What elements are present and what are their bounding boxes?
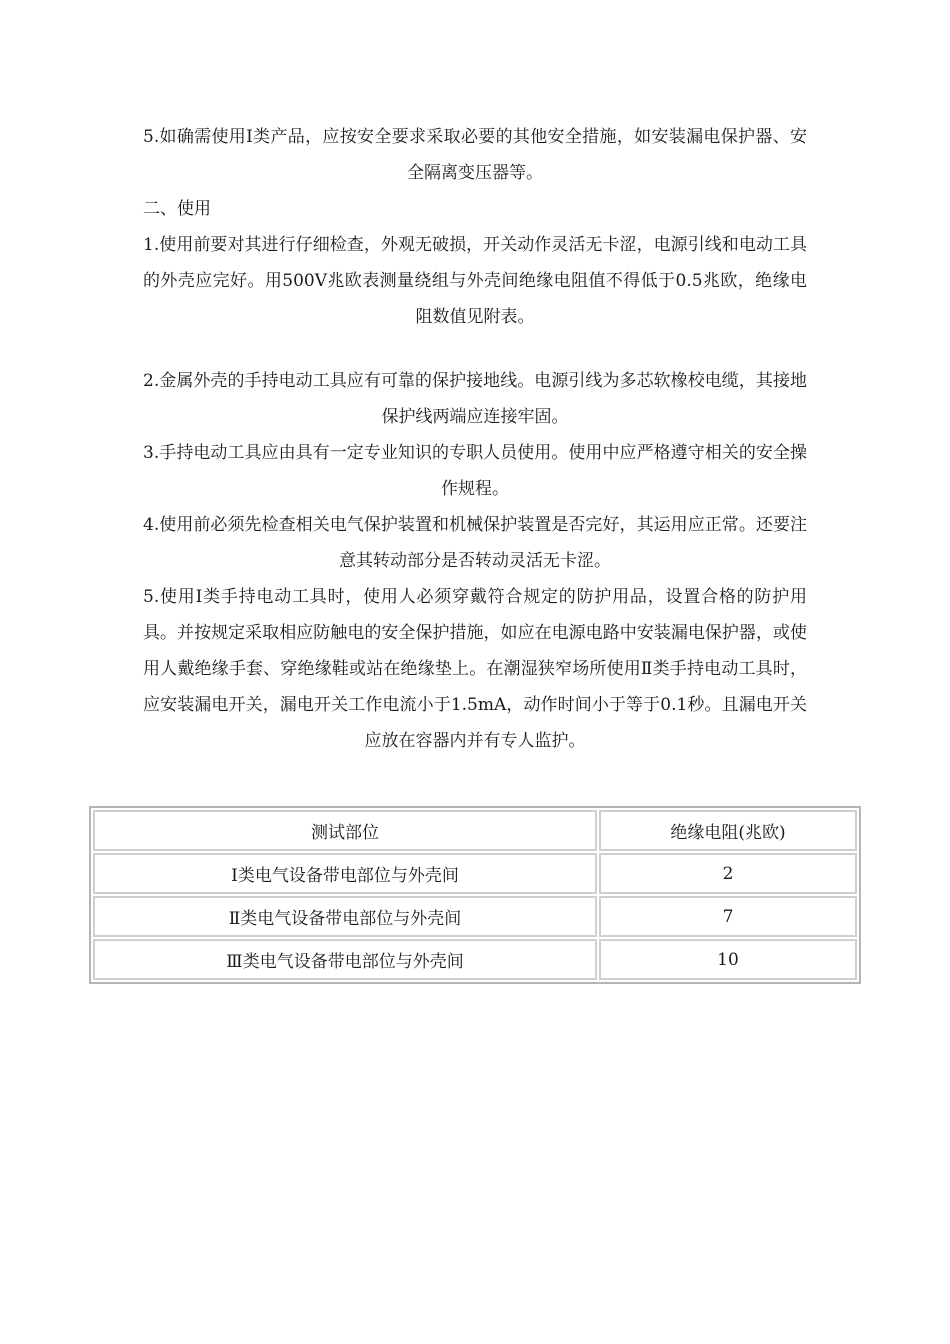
table-cell: 2: [599, 853, 857, 894]
paragraph-item-5-class1-usage: 5.使用Ⅰ类手持电动工具时，使用人必须穿戴符合规定的防护用品，设置合格的防护用具。并按规定采取相应防触电的安全保护措施，如应在电源电路中安装漏电保护器，或使用人戴绝缘手套、穿绝缘鞋或站在绝缘垫上。在潮湿狭窄场所使用Ⅱ类手持电动工具时，应安装漏电开关，漏电开关工作电流小于1.5mA，动作时间小于等于0.1秒。且漏电开关应放在容器内并有专人监护。: [143, 587, 807, 751]
table-row: [93, 853, 857, 894]
table-row: [93, 939, 857, 980]
paragraph-item-5-class1-measures: 5.如确需使用Ⅰ类产品，应按安全要求采取必要的其他安全措施，如安装漏电保护器、安全隔离变压器等。: [143, 127, 807, 183]
table-header-row: [93, 810, 857, 851]
table-cell: Ⅲ类电气设备带电部位与外壳间: [93, 939, 597, 980]
insulation-resistance-table: [89, 806, 861, 984]
table-cell: Ⅱ类电气设备带电部位与外壳间: [93, 896, 597, 937]
section-heading-usage: 二、使用: [143, 199, 211, 219]
table-cell: 7: [599, 896, 857, 937]
table-header-cell: 测试部位: [93, 810, 597, 851]
table-header-cell: 绝缘电阻(兆欧): [599, 810, 857, 851]
paragraph-item-3-operators: 3.手持电动工具应由具有一定专业知识的专职人员使用。使用中应严格遵守相关的安全操作规程。: [143, 443, 807, 499]
paragraph-item-1-inspection: 1.使用前要对其进行仔细检查，外观无破损，开关动作灵活无卡涩，电源引线和电动工具的外壳应完好。用500V兆欧表测量绕组与外壳间绝缘电阻值不得低于0.5兆欧，绝缘电阻数值见附表。: [143, 235, 807, 327]
paragraph-item-4-protection-check: 4.使用前必须先检查相关电气保护装置和机械保护装置是否完好，其运用应正常。还要注意其转动部分是否转动灵活无卡涩。: [143, 515, 807, 571]
table-row: [93, 896, 857, 937]
paragraph-item-2-grounding: 2.金属外壳的手持电动工具应有可靠的保护接地线。电源引线为多芯软橡校电缆，其接地保护线两端应连接牢固。: [143, 371, 807, 427]
table-cell: Ⅰ类电气设备带电部位与外壳间: [93, 853, 597, 894]
paragraph-spacer: [143, 335, 807, 363]
table-cell: 10: [599, 939, 857, 980]
document-body: [143, 119, 807, 759]
